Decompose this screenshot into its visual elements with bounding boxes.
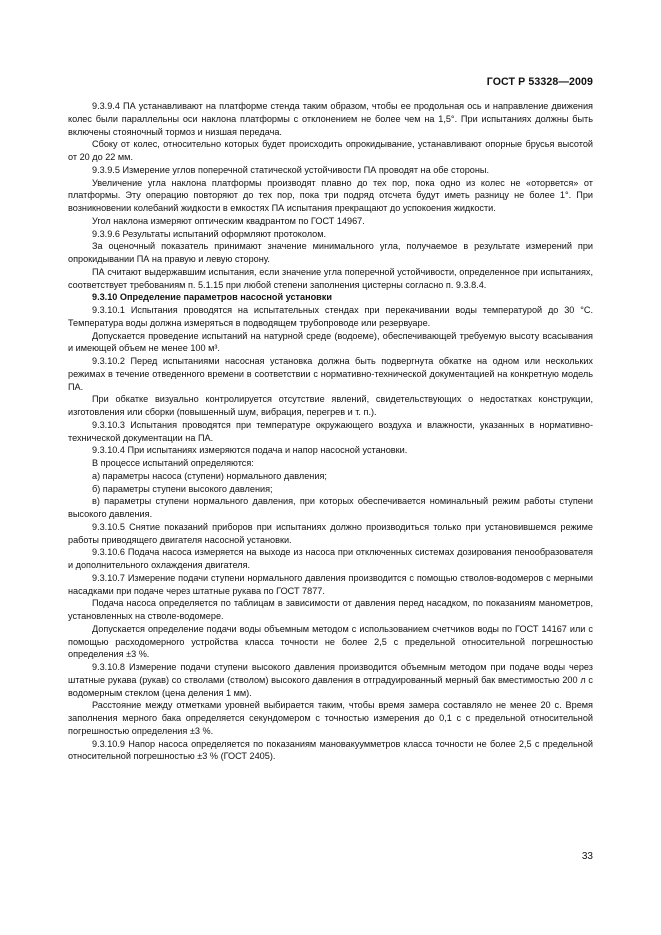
paragraph: Допускается определение подачи воды объемным методом с использованием счетчиков воды по ГОСТ 14167 или с помощью расходомерного устройства класса точности не более 2,5 с предельной относительной погрешностью определения ±3 %. [68,623,593,660]
paragraph: а) параметры насоса (ступени) нормального давления; [92,470,327,481]
paragraph: За оценочный показатель принимают значение минимального угла, получаемое в результате измерений при опрокидывании ПА на правую и левую сторону. [68,241,593,264]
paragraph: Сбоку от колес, относительно которых будет происходить опрокидывание, устанавливают опорные брусья высотой от 20 до 22 мм. [68,139,593,162]
paragraph: 9.3.9.4 ПА устанавливают на платформе стенда таким образом, чтобы ее продольная ось и направление движения колес были параллельны оси наклона платформы с отклонением не более чем на 1,5°. При испытаниях должны быть включены стояночный тормоз и низшая передача. [68,101,593,137]
paragraph: ПА считают выдержавшим испытания, если значение угла поперечной устойчивости, определенное при испытаниях, соответствует требованиям п. 5.1.15 при любой степени заполнения цистерны согласно п. 9.3.8.4. [68,266,593,290]
paragraph: 9.3.10.6 Подача насоса измеряется на выходе из насоса при отключенных системах дозирования пенообразователя и дополнительного охлаждения двигателя. [68,547,593,570]
paragraph: 9.3.10.8 Измерение подачи ступени высокого давления производится объемным методом при подаче воды через штатные рукава (рукав) со стволами (стволом) высокого давления в отградуированный мерный бак вместимостью 200 л с водомерным стеклом (цена деления 1 мм). [68,662,593,698]
paragraph: Увеличение угла наклона платформы производят плавно до тех пор, пока одно из колес не «оторвется» от платформы. Эту операцию повторяют до тех пор, пока три подряд отсчета будут иметь разницу не более 1°. При возникновении колебаний жидкости в емкостях ПА испытания прекращают до успокоения жидкости. [68,177,593,213]
paragraph: Допускается проведение испытаний на натурной среде (водоеме), обеспечивающей требуемую высоту всасывания и имеющей объем не менее 100 м³. [68,330,593,354]
paragraph: При обкатке визуально контролируется отсутствие явлений, свидетельствующих о недостатках конструкции, изготовления или сборки (повышенный шум, вибрация, перегрев и т. п.). [68,394,593,417]
body-text [68,100,593,763]
paragraph: в) параметры ступени нормального давления, при которых обеспечивается номинальный режим работы ступени высокого давления. [68,496,593,519]
section-heading: 9.3.10 Определение параметров насосной установки [92,292,332,303]
paragraph: 9.3.9.6 Результаты испытаний оформляют протоколом. [92,228,327,239]
paragraph: Угол наклона измеряют оптическим квадрантом по ГОСТ 14967. [92,215,365,226]
document-code-header: ГОСТ Р 53328—2009 [486,76,593,88]
paragraph: 9.3.10.7 Измерение подачи ступени нормального давления производится с помощью стволов-водомеров с мерными насадками при подаче через штатные рукава по ГОСТ 7877. [68,572,593,596]
paragraph: 9.3.9.5 Измерение углов поперечной статической устойчивости ПА проводят на обе стороны. [92,164,490,175]
paragraph: 9.3.10.5 Снятие показаний приборов при испытаниях должно производиться только при установившемся режиме работы приводящего двигателя насосной установки. [68,521,593,545]
paragraph: В процессе испытаний определяются: [92,458,254,468]
paragraph: 9.3.10.1 Испытания проводятся на испытательных стендах при перекачивании воды температурой до 30 °С. Температура воды должна измеряться в подводящем трубопроводе или резервуаре. [68,305,593,328]
paragraph: 9.3.10.9 Напор насоса определяется по показаниям мановакуумметров класса точности не более 2,5 с предельной относительной погрешностью ±3 % (ГОСТ 2405). [68,738,593,762]
paragraph: Подача насоса определяется по таблицам в зависимости от давления перед насадком, по показаниям манометров, установленных на стволе-водомере. [68,598,593,621]
paragraph: б) параметры ступени высокого давления; [92,483,273,494]
paragraph: 9.3.10.2 Перед испытаниями насосная установка должна быть подвергнута обкатке на одном или нескольких режимах в течение отведенного времени в соответствии с нормативно-технической документацией на конкретную модель ПА. [68,356,593,392]
paragraph: 9.3.10.3 Испытания проводятся при температуре окружающего воздуха и влажности, указанных в нормативно-технической документации на ПА. [68,419,593,443]
paragraph: 9.3.10.4 При испытаниях измеряются подача и напор насосной установки. [92,445,408,456]
page-number: 33 [581,851,593,862]
paragraph: Расстояние между отметками уровней выбирается таким, чтобы время замера составляло не менее 20 с. Время заполнения мерного бака определяется секундомером с точностью измерения до 0,1 с с предельной относительной погрешностью определения ±3 %. [68,700,593,736]
